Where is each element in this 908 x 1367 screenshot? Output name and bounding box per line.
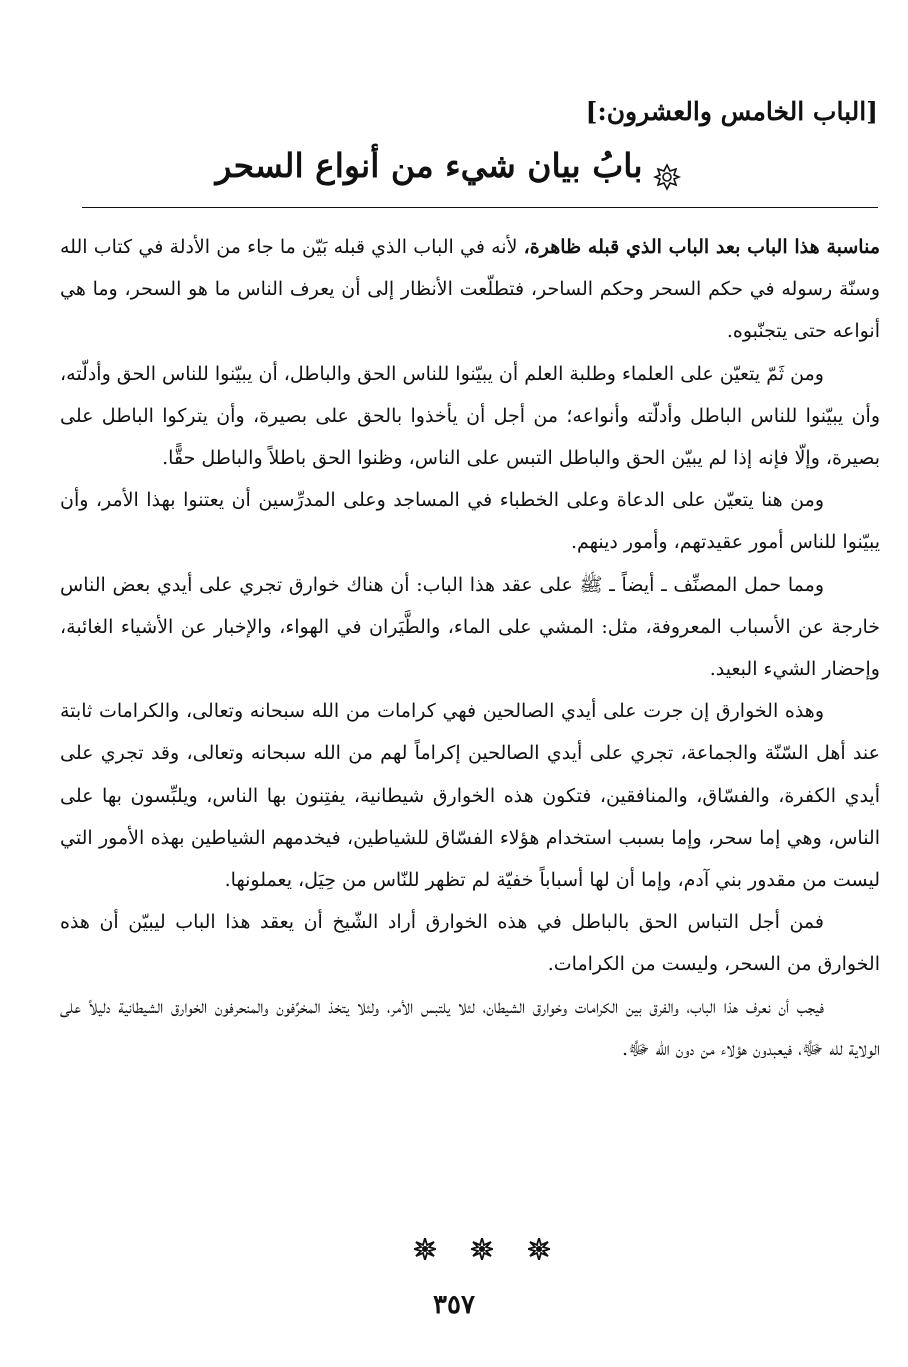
paragraph: وهذه الخوارق إن جرت على أيدي الصالحين فهي كرامات من الله سبحانه وتعالى، والكرامات ثابتة عند أهل السّنّة والجماعة، تجري على أيدي الصالحين إكراماً لهم من الله سبحانه وتعالى، وقد تجري على أيدي الكفرة، والفسّاق، والمنافقين، فتكون هذه الخوارق شيطانية، يفتِنون بها الناس، ويلبِّسون بها على الناس، وهي إما سحر، وإما بسبب استخدام هؤلاء الفسّاق للشياطين، فيخدمهم الشياطين بهذه الأمور التي ليست من مقدور بني آدم، وإما أن لها أسباباً خفيّة لم تظهر للنّاس من حِيَل، يعملونها. — [60, 700, 880, 892]
flower-ornament-icon — [528, 1238, 550, 1260]
flower-ornament-icon — [471, 1238, 493, 1260]
body-text — [60, 226, 880, 1070]
paragraph: ومن هنا يتعيّن على الدعاة وعلى الخطباء في المساجد وعلى المدرِّسين أن يعتنوا بهذا الأمر، وأن يبيّنوا للناس أمور عقيدتهم، وأمور دينهم. — [60, 489, 880, 554]
title-divider — [82, 207, 878, 208]
chapter-title — [188, 140, 708, 192]
paragraph: ومما حمل المصنِّف ـ أيضاً ـ ﷺ على عقد هذا الباب: أن هناك خوارق تجري على أيدي بعض الناس خارجة عن الأسباب المعروفة، مثل: المشي على الماء، والطَّيَران في الهواء، والإخبار عن الأشياء الغائبة، وإحضار الشيء البعيد. — [60, 573, 880, 681]
paragraph: فمن أجل التباس الحق بالباطل في هذه الخوارق أراد الشّيخ أن يعقد هذا الباب ليبيّن أن هذه الخوارق من السحر، وليست من الكرامات. — [60, 911, 880, 976]
section-separator — [414, 1234, 550, 1264]
paragraph-text: لأنه في الباب الذي قبله بَيّن ما جاء من الأدلة في كتاب الله وسنّة رسوله في حكم السحر وحكم الساحر، فتطلّعت الأنظار إلى أن يعرف الناس ما هو السحر، وما هي أنواعه حتى يتجنّبوه. — [60, 236, 880, 343]
paragraph — [60, 226, 880, 353]
page-number: ٣٥٧ — [433, 1290, 475, 1320]
paragraph: فيجب أن نعرف هذا الباب، والفرق بين الكرامات وخوارق الشيطان، لئلا يلتبس الأمر، ولئلا يتخذ المخرِّفون والمنحرفون الخوارق الشيطانية دليلاً على الولاية لله ﷻ، فيعبدون هؤلاء من دون الله ﷻ. — [60, 995, 880, 1060]
flower-ornament-icon — [653, 154, 681, 182]
chapter-label: [الباب الخامس والعشرون:] — [585, 97, 878, 126]
paragraph: ومن ثَمّ يتعيّن على العلماء وطلبة العلم أن يبيّنوا للناس الحق والباطل، أن يبيّنوا للناس الحق وأدلّته، وأن يبيّنوا للناس الباطل وأدلّته وأنواعه؛ من أجل أن يأخذوا بالحق على بصيرة، وأن يتركوا الباطل على بصيرة، وإلّا فإنه إذا لم يبيّن الحق والباطل التبس على الناس، وظنوا الحق باطلاً والباطل حقًّا. — [60, 362, 880, 470]
paragraph-lead: مناسبة هذا الباب بعد الباب الذي قبله ظاهرة، — [523, 236, 880, 258]
chapter-title-text: بابُ بيان شيء من أنواع السحر — [215, 146, 643, 185]
flower-ornament-icon — [414, 1238, 436, 1260]
